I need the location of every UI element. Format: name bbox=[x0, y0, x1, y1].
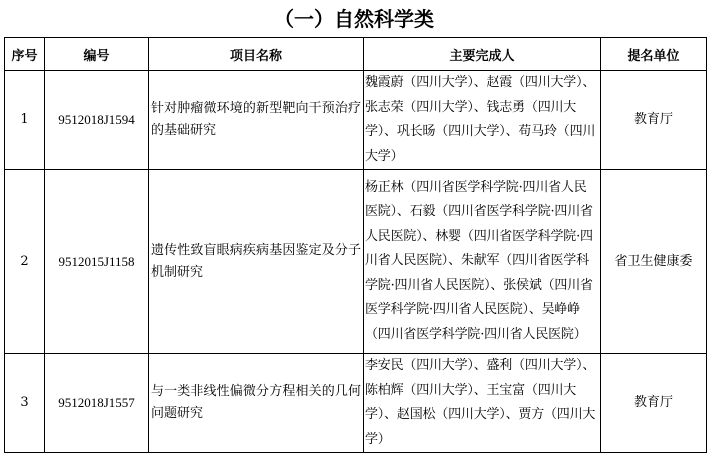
row-code: 9512015J1158 bbox=[45, 170, 149, 354]
row-code: 9512018J1594 bbox=[45, 71, 149, 170]
header-no: 序号 bbox=[5, 38, 45, 71]
row-main-contributors: 杨正林（四川省医学科学院·四川省人民医院）、石毅（四川省医学科学院·四川省人民医院）、林婴（四川省医学科学院·四川省人民医院）、朱献军（四川省医学科学院·四川省人民医院）、张侯斌（四川省医学科学院·四川省人民医院）、吴峥峥（四川省医学科学院·四川省人民医院） bbox=[364, 170, 601, 354]
row-nominating-unit: 教育厅 bbox=[601, 71, 707, 170]
table-row bbox=[5, 71, 707, 170]
table-row bbox=[5, 354, 707, 453]
row-main-contributors: 李安民（四川大学）、盛利（四川大学）、陈柏辉（四川大学）、王宝富（四川大学）、赵国松（四川大学）、贾方（四川大学） bbox=[364, 354, 601, 453]
awards-table bbox=[4, 37, 707, 453]
row-project-name: 遗传性致盲眼病疾病基因鉴定及分子机制研究 bbox=[149, 170, 364, 354]
header-code: 编号 bbox=[45, 38, 149, 71]
table-header-row bbox=[5, 38, 707, 71]
header-nominating-unit: 提名单位 bbox=[601, 38, 707, 71]
section-heading: （一）自然科学类 bbox=[274, 7, 434, 31]
table-row bbox=[5, 170, 707, 354]
header-main-contributors: 主要完成人 bbox=[364, 38, 601, 71]
row-no: 2 bbox=[5, 170, 45, 354]
row-no: 3 bbox=[5, 354, 45, 453]
row-project-name: 与一类非线性偏微分方程相关的几何问题研究 bbox=[149, 354, 364, 453]
row-project-name: 针对肿瘤微环境的新型靶向干预治疗的基础研究 bbox=[149, 71, 364, 170]
row-code: 9512018J1557 bbox=[45, 354, 149, 453]
header-project-name: 项目名称 bbox=[149, 38, 364, 71]
row-nominating-unit: 省卫生健康委 bbox=[601, 170, 707, 354]
row-nominating-unit: 教育厅 bbox=[601, 354, 707, 453]
row-main-contributors: 魏霞蔚（四川大学）、赵霞（四川大学）、张志荣（四川大学）、钱志勇（四川大学）、巩长旸（四川大学）、苟马玲（四川大学） bbox=[364, 71, 601, 170]
row-no: 1 bbox=[5, 71, 45, 170]
